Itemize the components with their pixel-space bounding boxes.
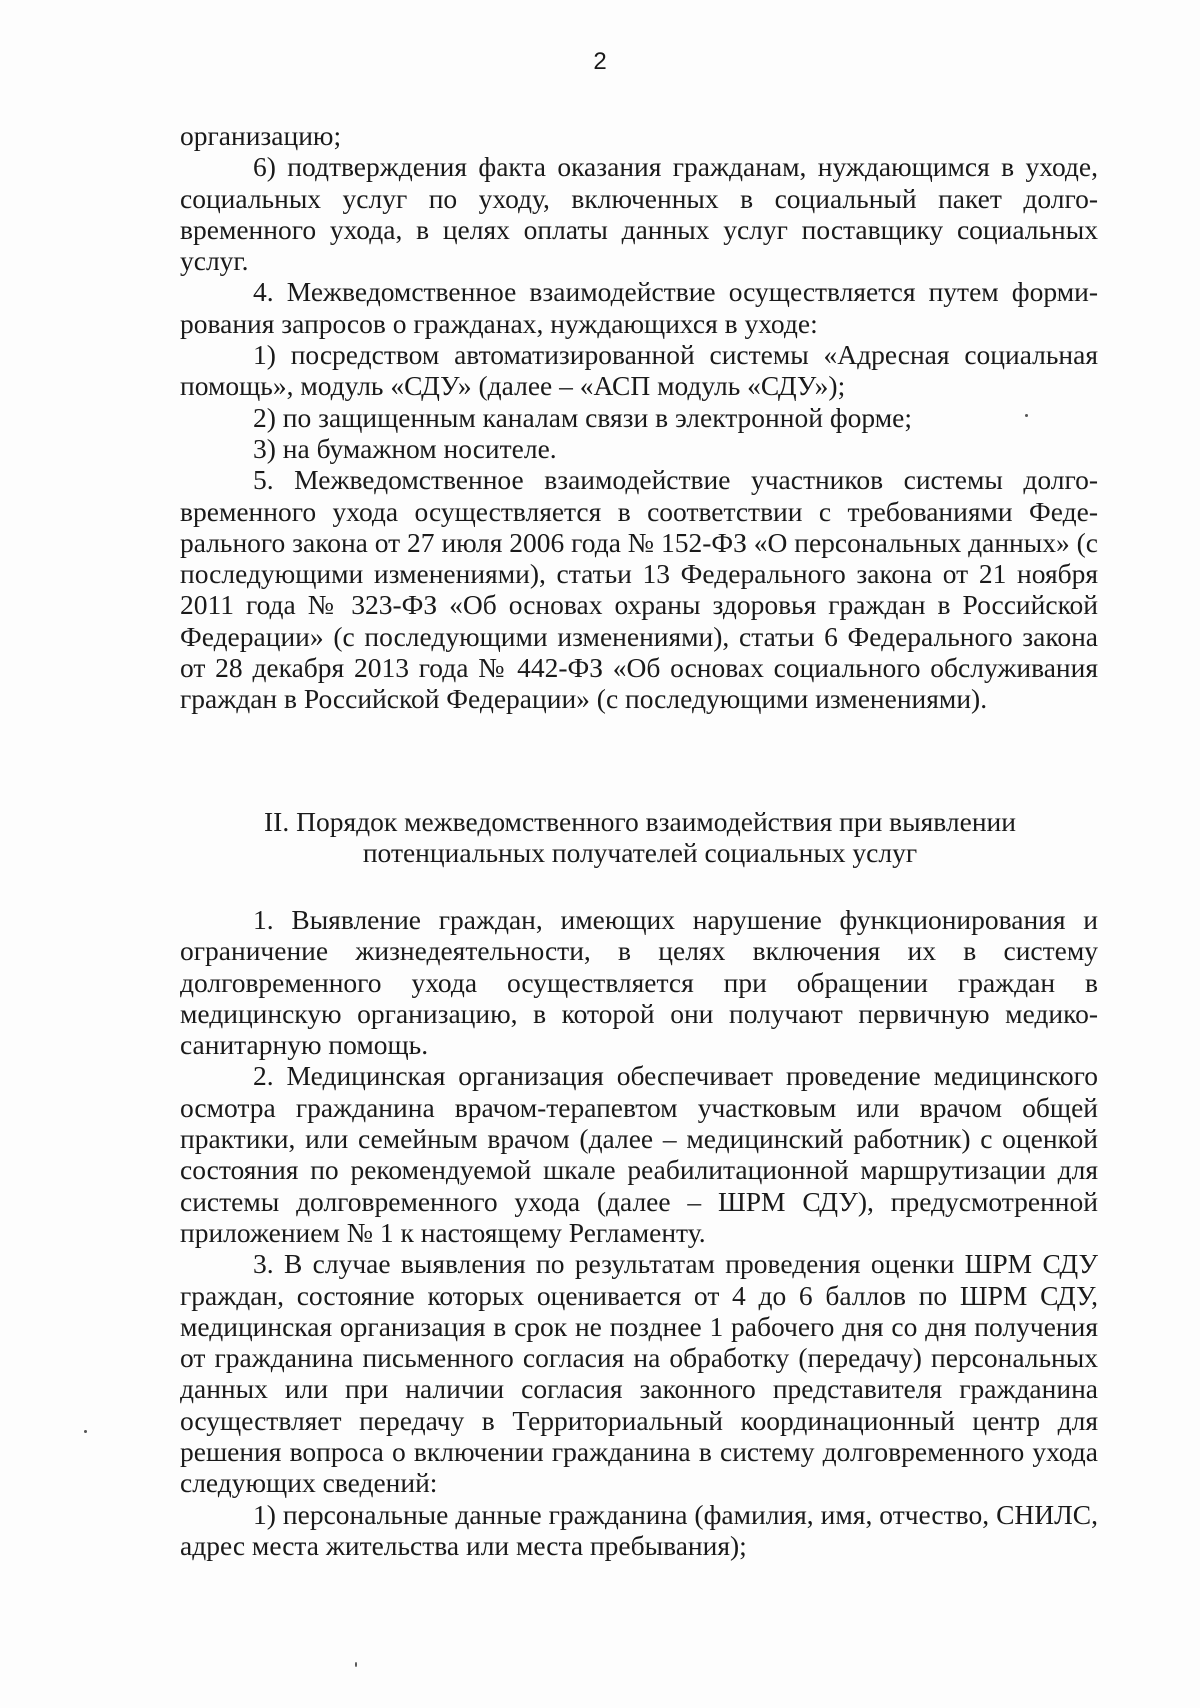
section-paragraph-3: 3. В случае выявления по результатам проведения оценки ШРМ СДУ граждан, состояние которых оценивается от 4 до 6 баллов по ШРМ СДУ, медицинская организация в срок не позднее 1 рабочего дня со дня получения от гражданина письменного согласия на обработку (передачу) персональных данных или при наличии согласия законного представителя гражданина осуществляет передачу в Территориальный координационный центр для решения вопроса о включении гражданина в систему долговременного ухода следующих сведений: (180, 1248, 1098, 1499)
scan-speck (355, 1662, 357, 1667)
page-number: 2 (593, 48, 607, 75)
body-text-section (180, 904, 1098, 1561)
scan-speck (84, 1430, 87, 1433)
paragraph-4-item-1: 1) посредством автоматизированной системы «Адресная социальная помощь», модуль «СДУ» (далее – «АСП модуль «СДУ»); (180, 339, 1098, 402)
section-paragraph-2: 2. Медицинская организация обеспечивает проведение медицинского осмотра гражданина врачом-терапевтом участковым или врачом общей практики, или семейным врачом (далее – медицинский работник) с оценкой состояния по рекомендуемой шкале реабилитационной маршрутизации для системы долговременного ухода (далее – ШРМ СДУ), предусмотренной приложением № 1 к настоящему Регламенту. (180, 1060, 1098, 1248)
paragraph-4-item-2: 2) по защищенным каналам связи в электронной форме; (253, 401, 912, 433)
paragraph-continuation: организацию; (180, 120, 342, 151)
paragraph-4: 4. Межведомственное взаимодействие осуществляется путем формирования запросов о гражданах, нуждающихся в уходе: (180, 276, 1098, 339)
scan-speck (1025, 414, 1028, 417)
paragraph-4-item-3: 3) на бумажном носителе. (253, 432, 557, 464)
paragraph-item-6: 6) подтверждения факта оказания гражданам, нуждающимся в уходе, социальных услуг по уходу, включенных в социальный пакет долговременного ухода, в целях оплаты данных услуг поставщику социальных услуг. (180, 151, 1098, 277)
section-heading-line-2: потенциальных получателей социальных услуг (362, 837, 918, 869)
section-heading-line-1: II. Порядок межведомственного взаимодействия при выявлении (264, 806, 1016, 837)
body-text-top (180, 120, 1098, 715)
section-paragraph-1: 1. Выявление граждан, имеющих нарушение функционирования и ограничение жизнедеятельности, в целях включения их в систему долговременного ухода осуществляется при обращении граждан в медицинскую организацию, в которой они получают первичную медико-санитарную помощь. (180, 904, 1098, 1061)
section-paragraph-3-item-1: 1) персональные данные гражданина (фамилия, имя, отчество, СНИЛС, адрес места жительства или места пребывания); (180, 1498, 1098, 1561)
section-heading (150, 806, 1130, 869)
paragraph-5: 5. Межведомственное взаимодействие участников системы долговременного ухода осуществляется в соответствии с требованиями Федерального закона от 27 июля 2006 года № 152-ФЗ «О персональных данных» (с последующими изменениями), статьи 13 Федерального закона от 21 ноября 2011 года № 323-ФЗ «Об основах охраны здоровья граждан в Российской Федерации» (с последующими изменениями), статьи 6 Федерального закона от 28 декабря 2013 года № 442-ФЗ «Об основах социального обслуживания граждан в Российской Федерации» (с последующими изменениями). (180, 464, 1098, 715)
